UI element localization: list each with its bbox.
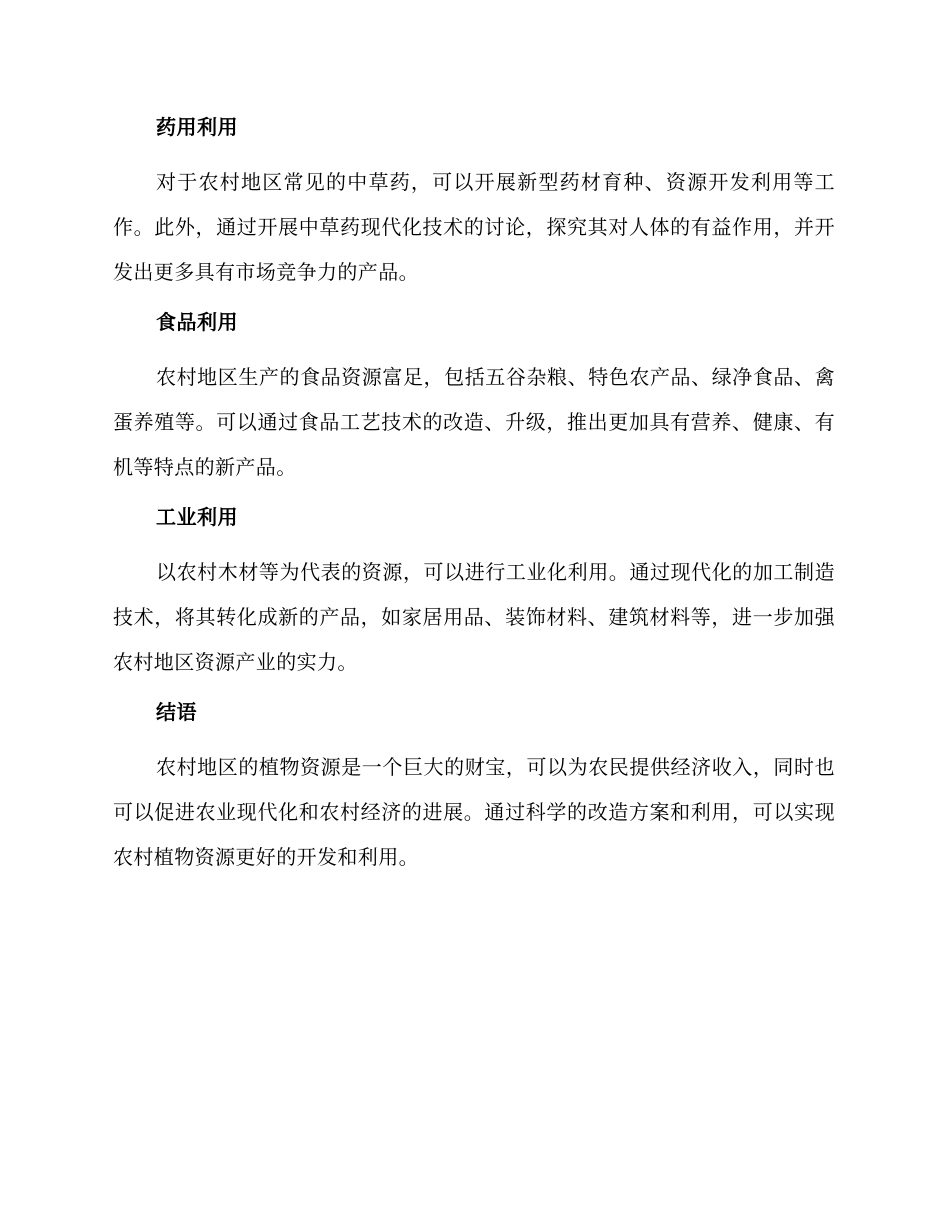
document-page (113, 112, 835, 880)
section-heading: 结语 (156, 700, 197, 724)
section-paragraph: 农村地区的植物资源是一个巨大的财宝，可以为农民提供经济收入，同时也可以促进农业现代化和农村经济的进展。通过科学的改造方案和利用，可以实现农村植物资源更好的开发和利用。 (113, 755, 835, 869)
section-medicinal-use (113, 112, 835, 295)
section-food-use (113, 307, 835, 490)
section-industrial-use (113, 502, 835, 685)
section-paragraph: 以农村木材等为代表的资源，可以进行工业化利用。通过现代化的加工制造技术，将其转化成新的产品，如家居用品、装饰材料、建筑材料等，进一步加强农村地区资源产业的实力。 (113, 560, 835, 674)
section-heading: 工业利用 (156, 505, 238, 529)
section-paragraph: 对于农村地区常见的中草药，可以开展新型药材育种、资源开发利用等工作。此外，通过开展中草药现代化技术的讨论，探究其对人体的有益作用，并开发出更多具有市场竞争力的产品。 (113, 170, 835, 284)
section-paragraph: 农村地区生产的食品资源富足，包括五谷杂粮、特色农产品、绿净食品、禽蛋养殖等。可以通过食品工艺技术的改造、升级，推出更加具有营养、健康、有机等特点的新产品。 (113, 365, 835, 479)
section-heading: 药用利用 (156, 115, 238, 139)
section-heading: 食品利用 (156, 310, 238, 334)
section-conclusion (113, 697, 835, 880)
